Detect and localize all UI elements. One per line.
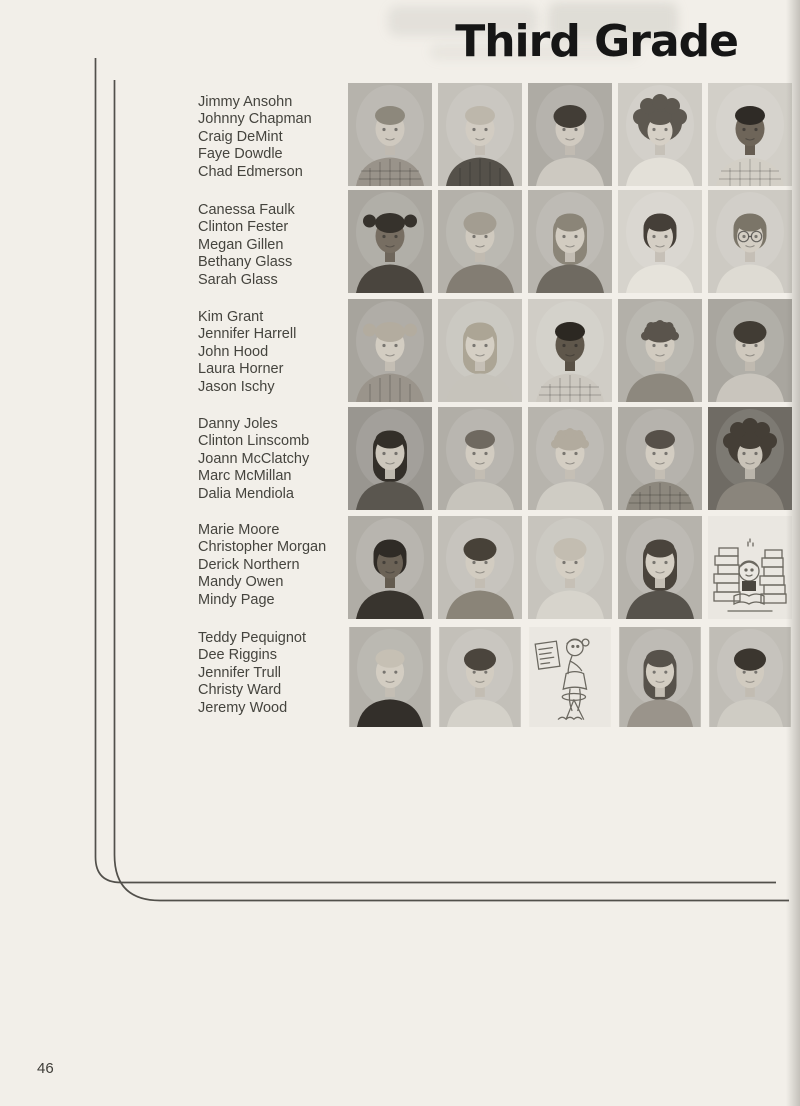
student-name: Joann McClatchy — [198, 450, 310, 467]
student-photo — [708, 83, 792, 186]
page-edge-shadow — [786, 0, 800, 1106]
student-photo — [708, 190, 792, 293]
student-name: Danny Joles — [198, 416, 278, 432]
student-photo — [528, 190, 612, 293]
student-photo — [618, 516, 702, 619]
student-photo — [618, 627, 702, 727]
student-name: Bethany Glass — [198, 254, 293, 271]
student-photo — [708, 627, 792, 727]
student-name: Teddy Pequignot — [198, 630, 307, 646]
student-name: Marc McMillan — [198, 468, 292, 485]
student-photo — [348, 299, 432, 402]
student-name: John Hood — [198, 343, 269, 360]
student-photo — [348, 407, 432, 510]
student-photo — [348, 190, 432, 293]
page-title: Third Grade — [455, 16, 738, 67]
student-name: Dalia Mendiola — [198, 485, 294, 502]
student-photo — [438, 190, 522, 293]
student-name: Marie Moore — [198, 522, 280, 538]
student-photo — [528, 516, 612, 619]
student-photo — [438, 516, 522, 619]
student-photo — [348, 627, 432, 727]
student-photo — [348, 516, 432, 619]
student-name: Laura Horner — [198, 361, 284, 378]
illustration-girl-on-stool — [528, 627, 612, 727]
student-name: Mandy Owen — [198, 574, 284, 591]
student-name: Jeremy Wood — [198, 699, 288, 716]
student-name: Clinton Linscomb — [198, 433, 310, 450]
student-name: Craig DeMint — [198, 128, 283, 145]
student-name: Mindy Page — [198, 591, 275, 608]
student-name: Faye Dowdle — [198, 146, 283, 163]
student-photo — [528, 299, 612, 402]
student-name: Christy Ward — [198, 682, 282, 699]
student-name: Jimmy Ansohn — [198, 94, 293, 110]
student-photo — [528, 83, 612, 186]
student-photo — [618, 83, 702, 186]
student-photo — [618, 299, 702, 402]
student-photo — [618, 190, 702, 293]
student-name: Chad Edmerson — [198, 163, 303, 180]
student-name: Jennifer Harrell — [198, 326, 297, 343]
student-name: Canessa Faulk — [198, 202, 295, 218]
student-photo — [438, 627, 522, 727]
student-photo — [438, 299, 522, 402]
student-name: Dee Riggins — [198, 647, 277, 664]
student-photo — [618, 407, 702, 510]
student-name: Clinton Fester — [198, 219, 289, 236]
student-photo — [348, 83, 432, 186]
student-name: Derick Northern — [198, 556, 300, 573]
student-name: Johnny Chapman — [198, 111, 312, 128]
student-name: Jason Ischy — [198, 378, 275, 395]
student-name: Christopher Morgan — [198, 539, 327, 556]
student-name: Jennifer Trull — [198, 664, 282, 681]
student-name: Megan Gillen — [198, 236, 284, 253]
student-name: Kim Grant — [198, 309, 264, 325]
student-photo — [708, 299, 792, 402]
illustration-child-with-books — [708, 516, 792, 619]
page-number: 46 — [37, 1060, 54, 1077]
student-photo — [438, 83, 522, 186]
student-name: Sarah Glass — [198, 271, 278, 288]
student-photo — [528, 407, 612, 510]
student-photo — [708, 407, 792, 510]
student-photo — [438, 407, 522, 510]
